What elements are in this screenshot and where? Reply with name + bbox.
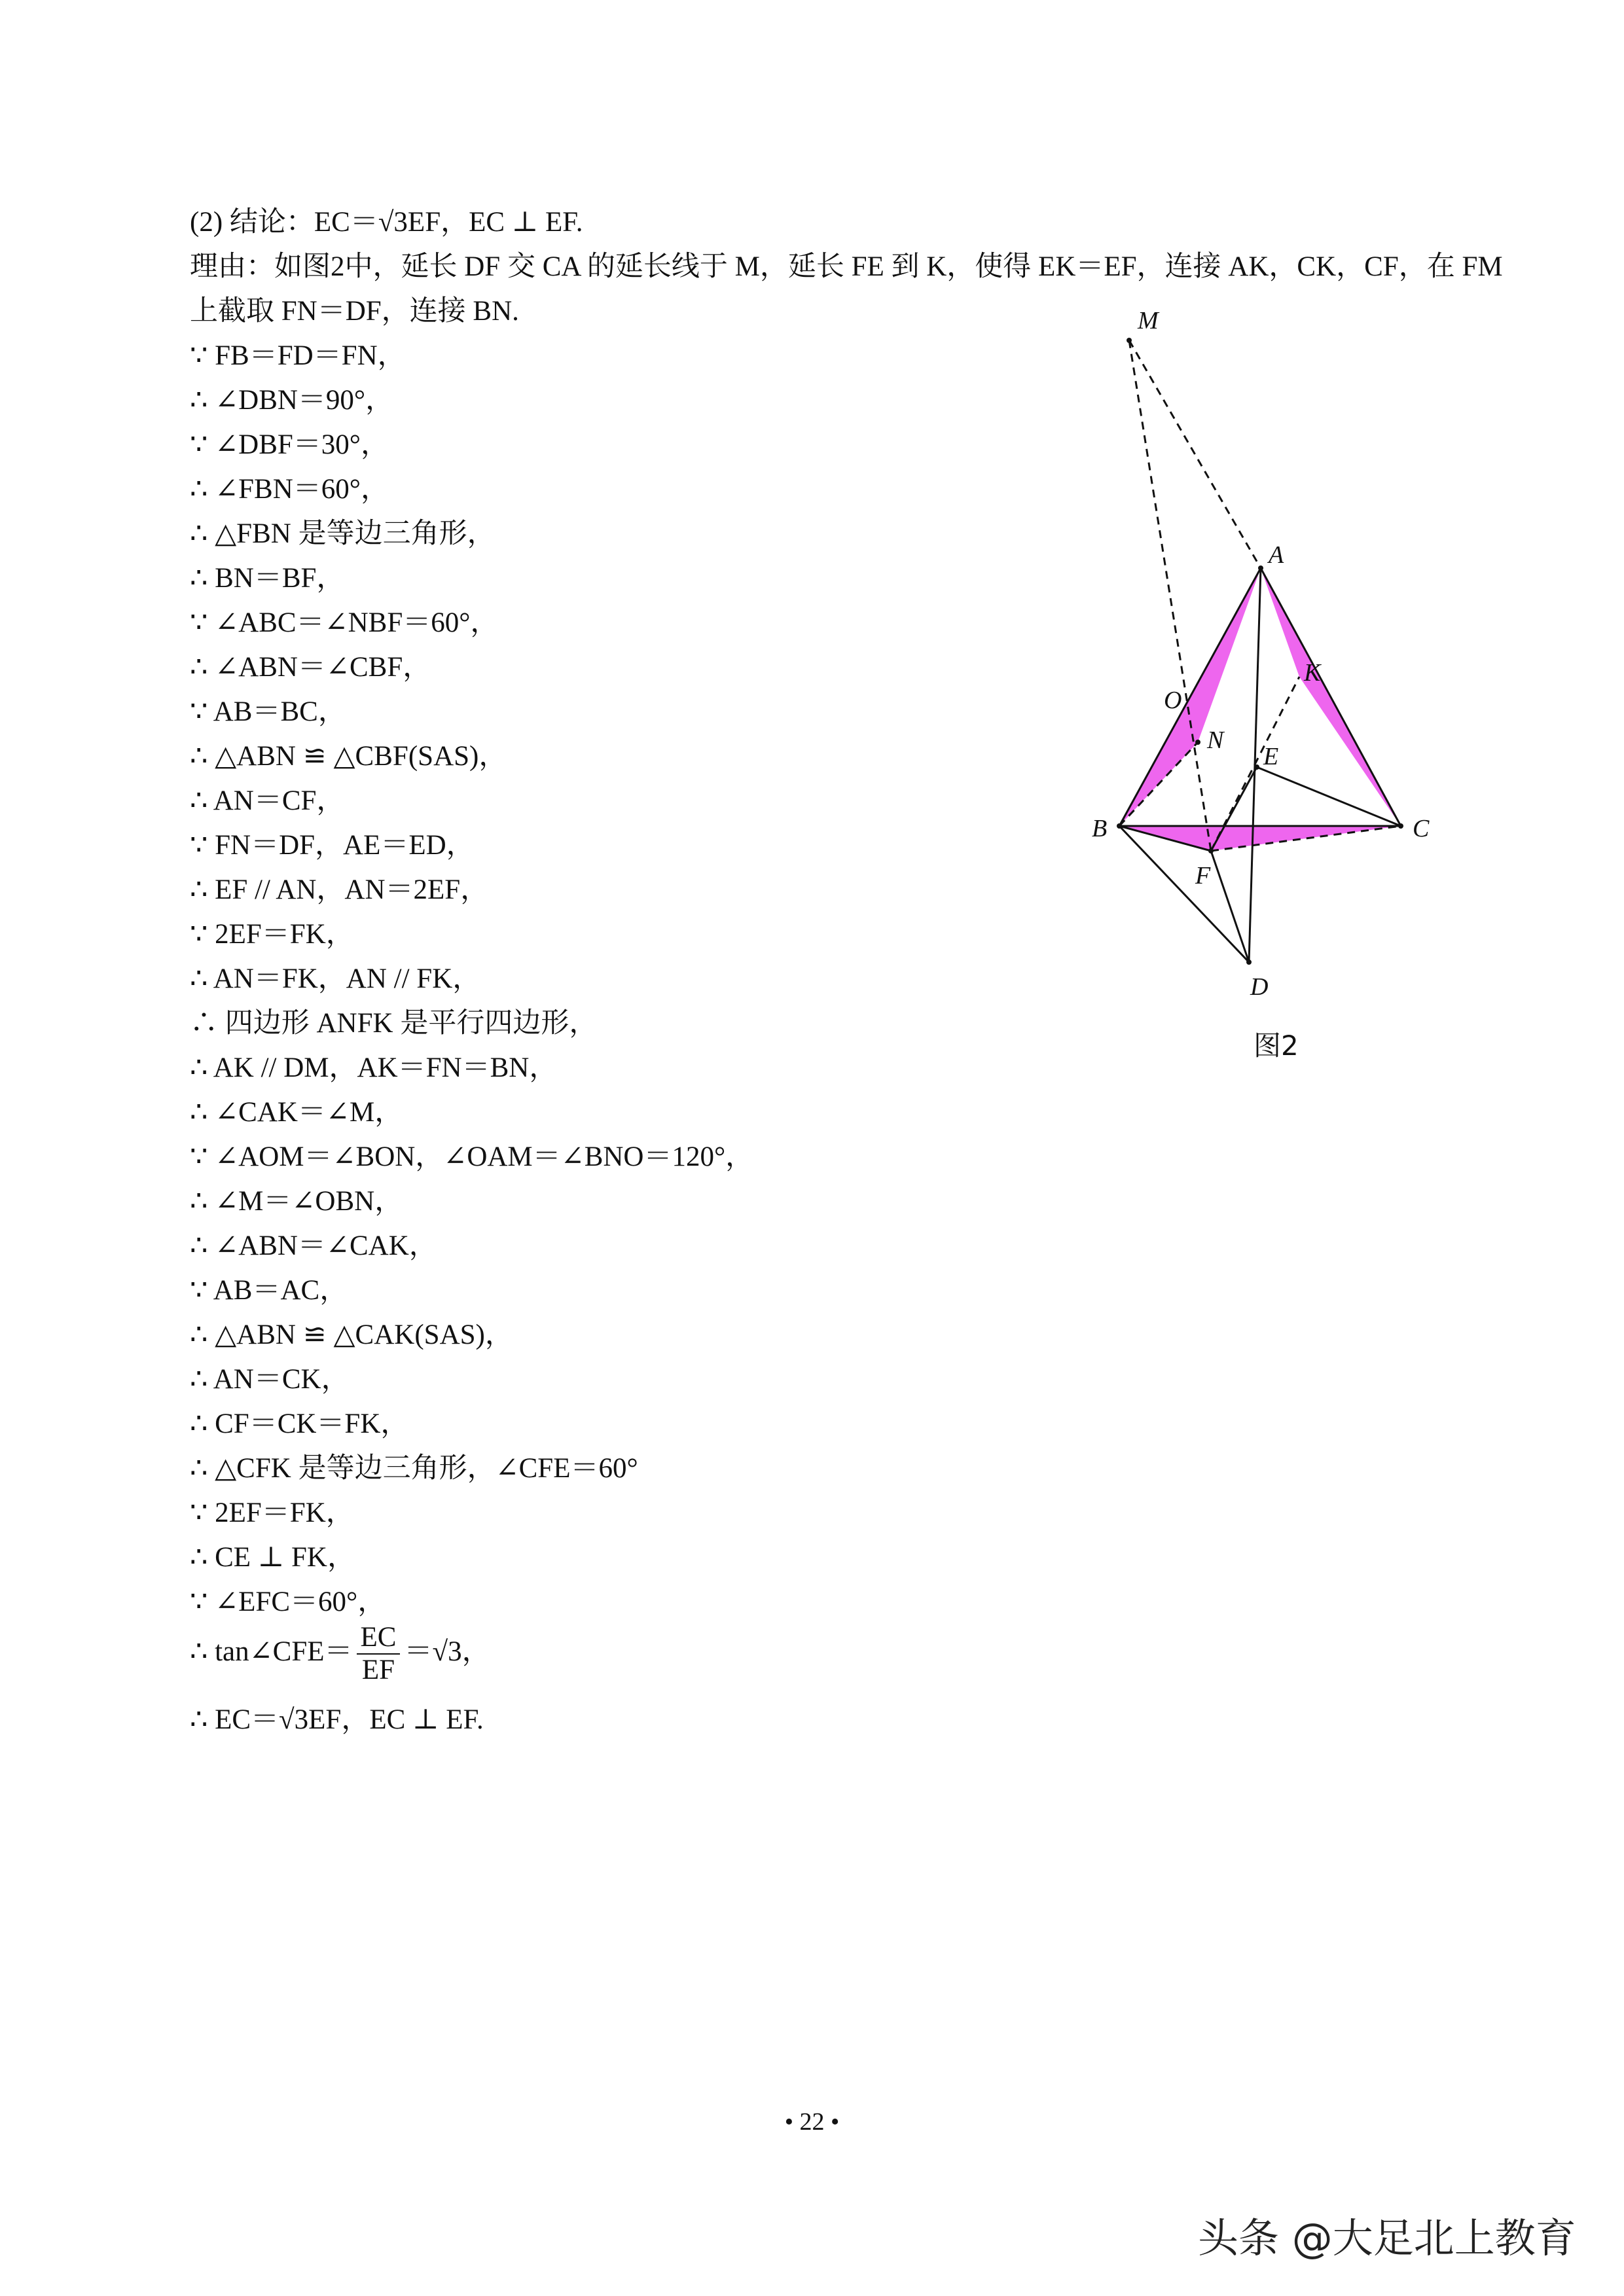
text-line: ∴ AK // DM，AK＝FN＝BN， — [190, 1052, 558, 1083]
text-line: ∴ △ABN ≌ △CAK(SAS)， — [190, 1319, 513, 1350]
text-line: ∴ 四边形 ANFK 是平行四边形， — [190, 1008, 598, 1039]
segment-fd — [1211, 851, 1249, 962]
text-line: ∴ AN＝FK，AN // FK， — [190, 963, 481, 994]
label-m: M — [1138, 307, 1159, 334]
segment-ec — [1257, 767, 1401, 826]
point-n — [1195, 740, 1200, 745]
text-line: ∴ CE ⊥ FK， — [190, 1542, 355, 1573]
text-line: ∴ BN＝BF， — [190, 563, 345, 594]
label-k: K — [1304, 659, 1321, 687]
figure-caption: 图2 — [1254, 1030, 1299, 1062]
fraction-numerator: EC — [357, 1622, 401, 1655]
text-line: ∴ ∠ABN＝∠CAK， — [190, 1230, 437, 1261]
segment-ad — [1249, 568, 1261, 962]
label-o: O — [1164, 687, 1182, 714]
text-line: ∴ EF // AN，AN＝2EF， — [190, 874, 489, 905]
geometry-figure — [1074, 301, 1479, 1060]
page-number: • 22 • — [784, 2108, 840, 2136]
text-line: ∴ AN＝CK， — [190, 1364, 350, 1395]
point-c — [1398, 823, 1403, 829]
label-f: F — [1195, 862, 1211, 889]
text-line: ∴ ∠ABN＝∠CBF， — [190, 652, 431, 683]
text-line: ∴ △FBN 是等边三角形， — [190, 518, 496, 549]
text-line: ∴ ∠M＝∠OBN， — [190, 1186, 403, 1217]
point-b — [1117, 823, 1122, 829]
point-m — [1127, 338, 1132, 343]
text-line: ∵ ∠EFC＝60°， — [190, 1587, 386, 1617]
text-line: 理由：如图2中，延长 DF 交 CA 的延长线于 M，延长 FE 到 K，使得 EK＝EF，连接 AK，CK，CF，在 FM — [190, 251, 1503, 282]
text-line: ∵ FB＝FD＝FN， — [190, 340, 406, 371]
label-d: D — [1250, 973, 1269, 1001]
fraction-denominator: EF — [361, 1655, 395, 1685]
segment-ma — [1129, 340, 1261, 568]
text-line: ∴ ∠FBN＝60°， — [190, 474, 389, 505]
segment-ab — [1119, 568, 1261, 826]
text-line: ∵ ∠ABC＝∠NBF＝60°， — [190, 607, 499, 638]
segment-mf — [1129, 340, 1211, 851]
label-c: C — [1413, 815, 1430, 842]
conclusion-line: ∴ EC＝√3EF，EC ⊥ EF. — [190, 1704, 484, 1735]
text-line: ∴ ∠CAK＝∠M， — [190, 1097, 403, 1128]
point-f — [1208, 848, 1214, 853]
text-line: ∵ 2EF＝FK， — [190, 919, 354, 950]
label-a: A — [1269, 541, 1284, 569]
text-line: ∵ ∠DBF＝30°， — [190, 429, 389, 460]
text-line: ∴ △CFK 是等边三角形，∠CFE＝60° — [190, 1453, 638, 1484]
point-a — [1258, 565, 1263, 571]
label-e: E — [1263, 743, 1279, 770]
tan-prefix: ∴ tan∠CFE＝ — [190, 1636, 353, 1667]
text-line: ∴ AN＝CF， — [190, 785, 345, 816]
point-d — [1246, 960, 1252, 965]
text-line: 上截取 FN＝DF，连接 BN. — [190, 296, 519, 327]
text-line: ∵ FN＝DF，AE＝ED， — [190, 830, 475, 861]
watermark: 头条 @大足北上教育 — [1198, 2214, 1576, 2262]
tan-suffix: ＝√3， — [404, 1636, 490, 1667]
label-b: B — [1092, 815, 1108, 842]
text-line: (2) 结论：EC＝√3EF，EC ⊥ EF. — [190, 207, 583, 238]
text-line: ∵ AB＝BC， — [190, 696, 346, 727]
text-line: ∴ CF＝CK＝FK， — [190, 1408, 409, 1439]
text-line: ∵ ∠AOM＝∠BON，∠OAM＝∠BNO＝120°， — [190, 1141, 754, 1172]
fraction — [357, 1622, 401, 1686]
text-line: ∴ △ABN ≌ △CBF(SAS)， — [190, 741, 507, 772]
text-line: ∵ AB＝AC， — [190, 1275, 348, 1306]
text-line: ∴ ∠DBN＝90°， — [190, 385, 394, 416]
tan-equation — [190, 1622, 490, 1686]
point-e — [1254, 764, 1259, 770]
segment-ac — [1261, 568, 1401, 826]
text-line: ∵ 2EF＝FK， — [190, 1498, 354, 1528]
label-n: N — [1207, 726, 1224, 754]
